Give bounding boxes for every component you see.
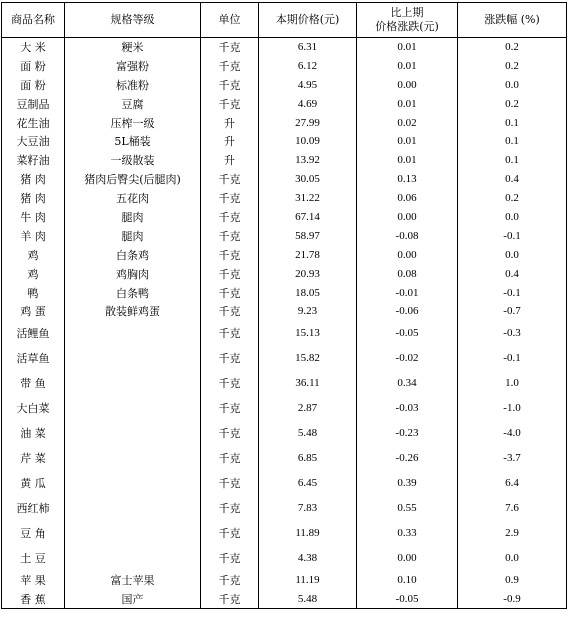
cell-change: -0.03	[357, 396, 458, 421]
cell-product-name: 牛 肉	[2, 208, 65, 227]
cell-percent: 0.1	[458, 113, 567, 132]
cell-percent: 0.2	[458, 94, 567, 113]
cell-spec: 腿肉	[65, 226, 201, 245]
cell-unit: 千克	[201, 521, 259, 546]
cell-percent: -3.7	[458, 446, 567, 471]
cell-product-name: 鸡	[2, 264, 65, 283]
cell-product-name: 油 菜	[2, 421, 65, 446]
table-row	[2, 396, 567, 421]
cell-percent: 6.4	[458, 471, 567, 496]
cell-product-name: 豆 角	[2, 521, 65, 546]
cell-change: -0.08	[357, 226, 458, 245]
cell-spec: 粳米	[65, 38, 201, 57]
cell-spec	[65, 321, 201, 346]
cell-change: 0.00	[357, 245, 458, 264]
cell-product-name: 鸡	[2, 245, 65, 264]
cell-unit: 千克	[201, 75, 259, 94]
cell-price: 4.69	[259, 94, 357, 113]
cell-product-name: 面 粉	[2, 56, 65, 75]
cell-unit: 千克	[201, 245, 259, 264]
table-row	[2, 283, 567, 302]
cell-unit: 千克	[201, 264, 259, 283]
cell-percent: 0.1	[458, 132, 567, 151]
cell-price: 67.14	[259, 208, 357, 227]
table-row	[2, 132, 567, 151]
cell-price: 18.05	[259, 283, 357, 302]
cell-unit: 千克	[201, 170, 259, 189]
cell-spec: 五花肉	[65, 189, 201, 208]
table-row	[2, 113, 567, 132]
table-row	[2, 521, 567, 546]
cell-percent: 0.1	[458, 151, 567, 170]
cell-product-name: 黄 瓜	[2, 471, 65, 496]
cell-product-name: 猪 肉	[2, 189, 65, 208]
cell-change: 0.01	[357, 151, 458, 170]
cell-change: 0.00	[357, 208, 458, 227]
cell-price: 30.05	[259, 170, 357, 189]
cell-spec: 腿肉	[65, 208, 201, 227]
header-spec-grade: 规格等级	[65, 3, 201, 38]
table-row	[2, 75, 567, 94]
table-row	[2, 546, 567, 571]
cell-percent: 0.0	[458, 75, 567, 94]
cell-percent: 0.2	[458, 56, 567, 75]
cell-spec: 白条鸡	[65, 245, 201, 264]
cell-price: 6.12	[259, 56, 357, 75]
cell-change: -0.01	[357, 283, 458, 302]
cell-product-name: 西红柿	[2, 496, 65, 521]
cell-percent: -0.7	[458, 302, 567, 321]
table-row	[2, 38, 567, 57]
cell-price: 2.87	[259, 396, 357, 421]
cell-change: 0.33	[357, 521, 458, 546]
cell-price: 5.48	[259, 421, 357, 446]
cell-unit: 千克	[201, 56, 259, 75]
cell-unit: 千克	[201, 346, 259, 371]
cell-price: 6.85	[259, 446, 357, 471]
cell-percent: -0.1	[458, 283, 567, 302]
cell-spec: 猪肉后臀尖(后腿肉)	[65, 170, 201, 189]
price-table	[1, 2, 567, 609]
table-row	[2, 226, 567, 245]
cell-product-name: 猪 肉	[2, 170, 65, 189]
cell-unit: 千克	[201, 421, 259, 446]
cell-change: -0.23	[357, 421, 458, 446]
table-row	[2, 421, 567, 446]
table-row	[2, 208, 567, 227]
cell-change: -0.06	[357, 302, 458, 321]
cell-price: 58.97	[259, 226, 357, 245]
cell-price: 4.95	[259, 75, 357, 94]
cell-spec: 5L桶装	[65, 132, 201, 151]
cell-unit: 千克	[201, 283, 259, 302]
cell-price: 6.45	[259, 471, 357, 496]
cell-percent: 0.0	[458, 245, 567, 264]
table-row	[2, 264, 567, 283]
cell-product-name: 羊 肉	[2, 226, 65, 245]
cell-spec: 富强粉	[65, 56, 201, 75]
cell-percent: 0.9	[458, 571, 567, 590]
cell-percent: -0.3	[458, 321, 567, 346]
cell-product-name: 花生油	[2, 113, 65, 132]
cell-unit: 千克	[201, 396, 259, 421]
cell-price: 15.82	[259, 346, 357, 371]
cell-price: 27.99	[259, 113, 357, 132]
cell-unit: 千克	[201, 546, 259, 571]
table-row	[2, 571, 567, 590]
cell-change: 0.08	[357, 264, 458, 283]
cell-unit: 升	[201, 132, 259, 151]
cell-unit: 千克	[201, 302, 259, 321]
cell-percent: -4.0	[458, 421, 567, 446]
cell-change: 0.06	[357, 189, 458, 208]
cell-product-name: 带 鱼	[2, 371, 65, 396]
cell-product-name: 鸭	[2, 283, 65, 302]
cell-spec	[65, 521, 201, 546]
header-current-price: 本期价格(元)	[259, 3, 357, 38]
cell-unit: 千克	[201, 189, 259, 208]
cell-percent: -0.1	[458, 346, 567, 371]
cell-price: 11.19	[259, 571, 357, 590]
cell-spec	[65, 396, 201, 421]
cell-price: 20.93	[259, 264, 357, 283]
cell-change: -0.05	[357, 321, 458, 346]
header-price-change	[357, 3, 458, 38]
cell-spec: 散装鲜鸡蛋	[65, 302, 201, 321]
cell-change: 0.01	[357, 132, 458, 151]
table-row	[2, 170, 567, 189]
header-unit: 单位	[201, 3, 259, 38]
cell-change: 0.01	[357, 56, 458, 75]
cell-unit: 千克	[201, 208, 259, 227]
cell-spec: 富士苹果	[65, 571, 201, 590]
cell-spec	[65, 421, 201, 446]
table-row	[2, 590, 567, 609]
cell-change: 0.01	[357, 38, 458, 57]
cell-spec: 一级散装	[65, 151, 201, 170]
table-body	[2, 38, 567, 609]
cell-product-name: 香 蕉	[2, 590, 65, 609]
cell-price: 6.31	[259, 38, 357, 57]
cell-unit: 千克	[201, 571, 259, 590]
cell-product-name: 芹 菜	[2, 446, 65, 471]
cell-product-name: 大白菜	[2, 396, 65, 421]
cell-spec	[65, 546, 201, 571]
cell-product-name: 豆制品	[2, 94, 65, 113]
cell-spec: 国产	[65, 590, 201, 609]
cell-product-name: 土 豆	[2, 546, 65, 571]
cell-spec: 豆腐	[65, 94, 201, 113]
cell-unit: 千克	[201, 471, 259, 496]
cell-price: 9.23	[259, 302, 357, 321]
cell-change: 0.01	[357, 94, 458, 113]
table-row	[2, 496, 567, 521]
cell-change: -0.02	[357, 346, 458, 371]
cell-spec: 白条鸭	[65, 283, 201, 302]
cell-percent: -1.0	[458, 396, 567, 421]
cell-change: 0.00	[357, 75, 458, 94]
cell-percent: 0.4	[458, 264, 567, 283]
cell-percent: 0.0	[458, 208, 567, 227]
cell-price: 31.22	[259, 189, 357, 208]
cell-price: 36.11	[259, 371, 357, 396]
cell-price: 21.78	[259, 245, 357, 264]
table-row	[2, 245, 567, 264]
cell-percent: 0.4	[458, 170, 567, 189]
cell-price: 13.92	[259, 151, 357, 170]
cell-spec	[65, 371, 201, 396]
cell-spec: 标准粉	[65, 75, 201, 94]
cell-change: 0.02	[357, 113, 458, 132]
cell-unit: 千克	[201, 94, 259, 113]
cell-price: 10.09	[259, 132, 357, 151]
table-row	[2, 151, 567, 170]
cell-percent: 0.0	[458, 546, 567, 571]
cell-change: 0.10	[357, 571, 458, 590]
cell-product-name: 活鲤鱼	[2, 321, 65, 346]
cell-price: 11.89	[259, 521, 357, 546]
cell-product-name: 活草鱼	[2, 346, 65, 371]
cell-unit: 千克	[201, 226, 259, 245]
cell-product-name: 大豆油	[2, 132, 65, 151]
table-row	[2, 446, 567, 471]
cell-spec	[65, 446, 201, 471]
table-row	[2, 346, 567, 371]
cell-product-name: 大 米	[2, 38, 65, 57]
cell-change: 0.39	[357, 471, 458, 496]
cell-unit: 升	[201, 113, 259, 132]
cell-percent: 0.2	[458, 189, 567, 208]
cell-product-name: 菜籽油	[2, 151, 65, 170]
table-row	[2, 94, 567, 113]
table-row	[2, 302, 567, 321]
cell-price: 5.48	[259, 590, 357, 609]
cell-product-name: 苹 果	[2, 571, 65, 590]
cell-unit: 千克	[201, 590, 259, 609]
cell-price: 7.83	[259, 496, 357, 521]
cell-product-name: 鸡 蛋	[2, 302, 65, 321]
cell-percent: 0.2	[458, 38, 567, 57]
cell-unit: 千克	[201, 446, 259, 471]
cell-percent: -0.1	[458, 226, 567, 245]
cell-unit: 千克	[201, 38, 259, 57]
cell-change: 0.34	[357, 371, 458, 396]
table-row	[2, 189, 567, 208]
cell-percent: 2.9	[458, 521, 567, 546]
header-product-name: 商品名称	[2, 3, 65, 38]
cell-change: -0.05	[357, 590, 458, 609]
cell-percent: -0.9	[458, 590, 567, 609]
cell-spec: 压榨一级	[65, 113, 201, 132]
cell-spec	[65, 471, 201, 496]
table-row	[2, 471, 567, 496]
cell-change: -0.26	[357, 446, 458, 471]
header-change-percent: 涨跌幅 (%)	[458, 3, 567, 38]
cell-product-name: 面 粉	[2, 75, 65, 94]
cell-change: 0.55	[357, 496, 458, 521]
header-row	[2, 3, 567, 38]
table-row	[2, 321, 567, 346]
cell-percent: 7.6	[458, 496, 567, 521]
cell-spec	[65, 346, 201, 371]
cell-spec: 鸡胸肉	[65, 264, 201, 283]
cell-change: 0.13	[357, 170, 458, 189]
cell-price: 15.13	[259, 321, 357, 346]
table-row	[2, 371, 567, 396]
cell-spec	[65, 496, 201, 521]
cell-unit: 千克	[201, 371, 259, 396]
cell-percent: 1.0	[458, 371, 567, 396]
header-price-change-text: 比上期 价格涨跌(元)	[375, 6, 439, 33]
cell-price: 4.38	[259, 546, 357, 571]
table-row	[2, 56, 567, 75]
cell-unit: 千克	[201, 321, 259, 346]
cell-change: 0.00	[357, 546, 458, 571]
cell-unit: 升	[201, 151, 259, 170]
cell-unit: 千克	[201, 496, 259, 521]
